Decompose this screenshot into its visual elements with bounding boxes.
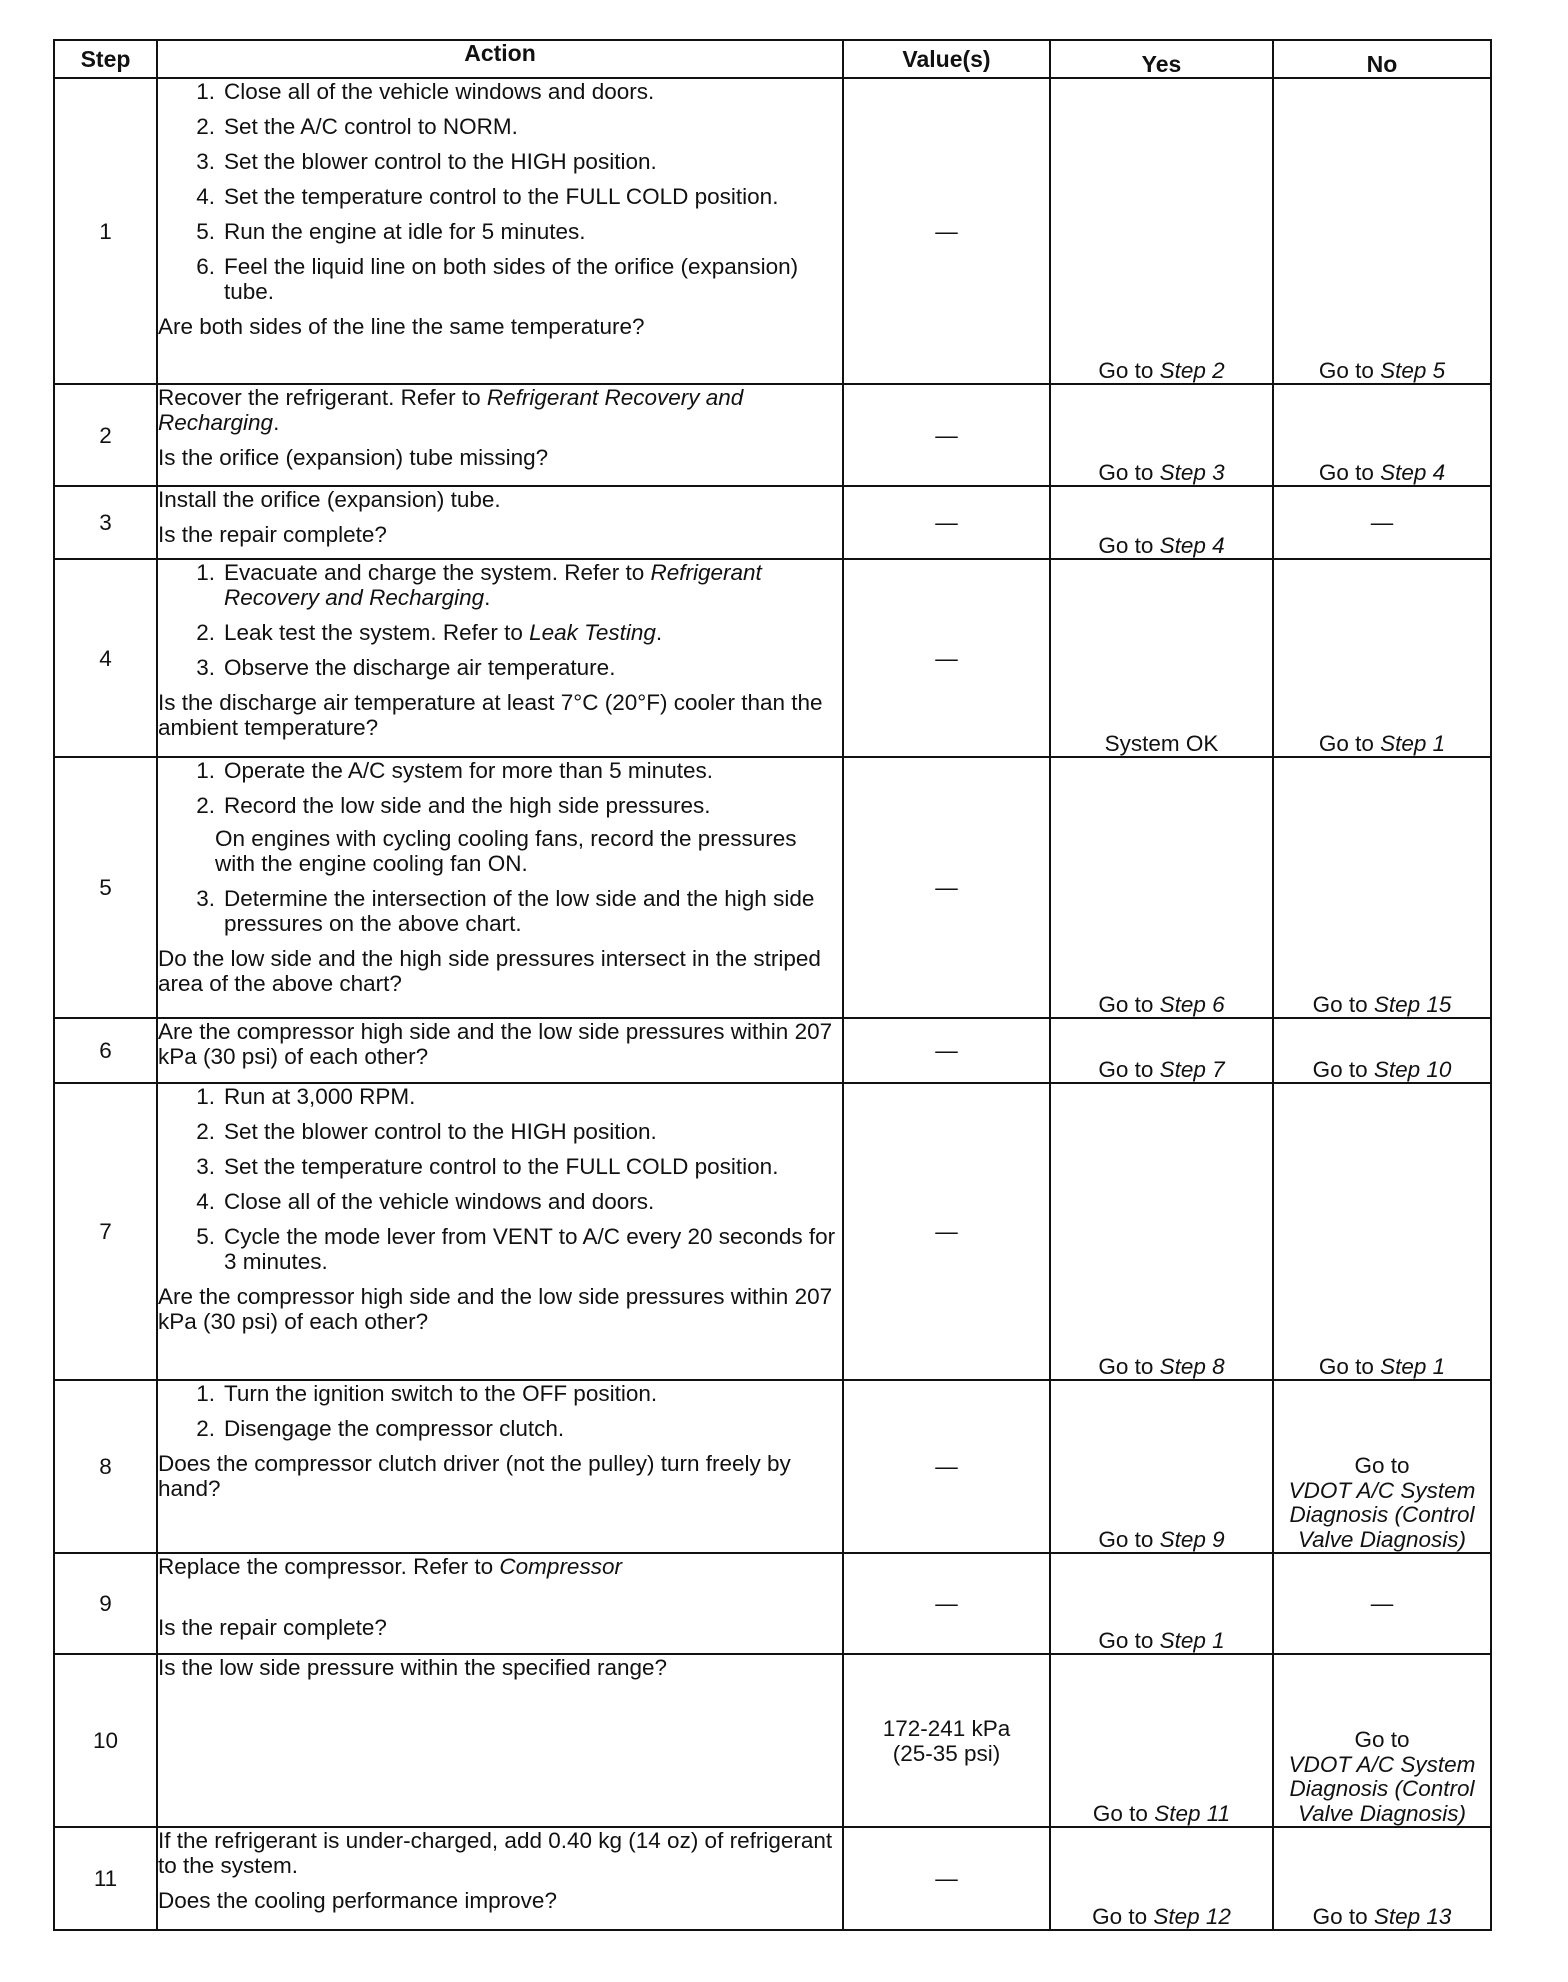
question: Does the compressor clutch driver (not the pulley) turn freely by hand? — [158, 1451, 791, 1501]
action-cell — [157, 1380, 843, 1553]
yes-cell: Go to Step 9 — [1050, 1380, 1273, 1553]
question: Does the cooling performance improve? — [158, 1888, 557, 1913]
step-number: 10 — [54, 1654, 157, 1827]
value-cell: 172-241 kPa (25-35 psi) — [843, 1654, 1050, 1827]
value-cell: — — [843, 1083, 1050, 1380]
table-row — [54, 559, 1491, 757]
question: Is the repair complete? — [158, 522, 387, 547]
no-cell: Go to Step 1 — [1273, 559, 1491, 757]
list-item: 2. Set the A/C control to NORM. — [196, 114, 518, 139]
list-item: 3. Observe the discharge air temperature. — [196, 655, 616, 680]
header-step: Step — [54, 40, 157, 78]
list-item: 3. Determine the intersection of the low side and the high side pressures on the above chart. — [196, 886, 815, 936]
action-cell — [157, 1083, 843, 1380]
list-item: 3. Set the temperature control to the FULL COLD position. — [196, 1154, 779, 1179]
list-item: 2. Leak test the system. Refer to Leak Testing. — [196, 620, 663, 645]
action-cell — [157, 1654, 843, 1827]
value-cell: — — [843, 486, 1050, 559]
no-cell: Go to Step 5 — [1273, 78, 1491, 384]
list-item: 4. Close all of the vehicle windows and doors. — [196, 1189, 655, 1214]
value-cell: — — [843, 1380, 1050, 1553]
list-item: 1. Evacuate and charge the system. Refer to Refrigerant Recovery and Recharging. — [196, 560, 762, 610]
table-row — [54, 1380, 1491, 1553]
question: Are the compressor high side and the low side pressures within 207 kPa (30 psi) of each other? — [158, 1284, 833, 1334]
step-number: 8 — [54, 1380, 157, 1553]
action-cell — [157, 559, 843, 757]
action-cell — [157, 757, 843, 1018]
list-item: 1. Turn the ignition switch to the OFF position. — [196, 1381, 658, 1406]
action-list — [158, 560, 842, 680]
table-row — [54, 757, 1491, 1018]
action-list — [158, 1381, 842, 1441]
value-cell: — — [843, 559, 1050, 757]
yes-cell: Go to Step 2 — [1050, 78, 1273, 384]
value-cell: — — [843, 1018, 1050, 1083]
step-number: 9 — [54, 1553, 157, 1654]
table-row — [54, 1018, 1491, 1083]
value-cell: — — [843, 78, 1050, 384]
value-cell: — — [843, 1827, 1050, 1930]
value-cell: — — [843, 384, 1050, 486]
question: Are the compressor high side and the low side pressures within 207 kPa (30 psi) of each other? — [158, 1019, 833, 1069]
question: Do the low side and the high side pressures intersect in the striped area of the above chart? — [158, 946, 821, 996]
yes-cell: Go to Step 12 — [1050, 1827, 1273, 1930]
step-number: 1 — [54, 78, 157, 384]
no-cell: Go to VDOT A/C System Diagnosis (Control Valve Diagnosis) — [1273, 1380, 1491, 1553]
no-cell: Go to VDOT A/C System Diagnosis (Control Valve Diagnosis) — [1273, 1654, 1491, 1827]
list-item: 6. Feel the liquid line on both sides of the orifice (expansion) tube. — [196, 254, 799, 304]
action-list — [158, 79, 842, 304]
list-item: 1. Run at 3,000 RPM. — [196, 1084, 416, 1109]
step-number: 7 — [54, 1083, 157, 1380]
step-number: 6 — [54, 1018, 157, 1083]
header-no: No — [1273, 40, 1491, 78]
no-cell: Go to Step 1 — [1273, 1083, 1491, 1380]
question: Is the orifice (expansion) tube missing? — [158, 445, 549, 470]
question: Is the low side pressure within the specified range? — [158, 1655, 668, 1680]
header-action: Action — [157, 40, 843, 78]
no-cell: Go to Step 10 — [1273, 1018, 1491, 1083]
list-item: 5. Cycle the mode lever from VENT to A/C every 20 seconds for 3 minutes. — [196, 1224, 836, 1274]
yes-cell: Go to Step 6 — [1050, 757, 1273, 1018]
list-item: 2. Set the blower control to the HIGH position. — [196, 1119, 657, 1144]
step-number: 2 — [54, 384, 157, 486]
list-item: 4. Set the temperature control to the FULL COLD position. — [196, 184, 779, 209]
list-item: 1. Close all of the vehicle windows and doors. — [196, 79, 655, 104]
no-cell: Go to Step 4 — [1273, 384, 1491, 486]
question: Are both sides of the line the same temperature? — [158, 314, 645, 339]
action-list — [158, 886, 842, 936]
action-cell — [157, 1827, 843, 1930]
step-number: 4 — [54, 559, 157, 757]
step-number: 11 — [54, 1827, 157, 1930]
action-cell — [157, 1018, 843, 1083]
list-item: 3. Set the blower control to the HIGH position. — [196, 149, 657, 174]
table-row — [54, 1553, 1491, 1654]
no-cell: Go to Step 15 — [1273, 757, 1491, 1018]
action-text: Install the orifice (expansion) tube. — [158, 487, 501, 512]
action-text: Replace the compressor. Refer to Compressor — [158, 1554, 622, 1579]
step-number: 5 — [54, 757, 157, 1018]
header-yes: Yes — [1050, 40, 1273, 78]
action-cell — [157, 1553, 843, 1654]
table-row — [54, 486, 1491, 559]
list-item: 2. Disengage the compressor clutch. — [196, 1416, 565, 1441]
value-cell: — — [843, 1553, 1050, 1654]
list-item: 2. Record the low side and the high side pressures. — [196, 793, 711, 818]
action-text: If the refrigerant is under-charged, add 0.40 kg (14 oz) of refrigerant to the system. — [158, 1828, 833, 1878]
yes-cell: System OK — [1050, 559, 1273, 757]
table-row — [54, 1827, 1491, 1930]
list-item: 5. Run the engine at idle for 5 minutes. — [196, 219, 586, 244]
table-row — [54, 1083, 1491, 1380]
yes-cell: Go to Step 4 — [1050, 486, 1273, 559]
yes-cell: Go to Step 3 — [1050, 384, 1273, 486]
question: Is the repair complete? — [158, 1615, 387, 1640]
action-text: Recover the refrigerant. Refer to Refrigerant Recovery and Recharging. — [158, 385, 744, 435]
question: Is the discharge air temperature at least 7°C (20°F) cooler than the ambient temperature? — [158, 690, 823, 740]
no-cell: — — [1273, 486, 1491, 559]
action-list — [158, 758, 842, 818]
action-list — [158, 1084, 842, 1274]
table-row — [54, 78, 1491, 384]
action-cell — [157, 384, 843, 486]
table-row — [54, 384, 1491, 486]
action-cell — [157, 486, 843, 559]
value-cell: — — [843, 757, 1050, 1018]
no-cell: — — [1273, 1553, 1491, 1654]
diagnostic-table — [53, 39, 1492, 1931]
yes-cell: Go to Step 7 — [1050, 1018, 1273, 1083]
list-item: 1. Operate the A/C system for more than 5 minutes. — [196, 758, 713, 783]
header-values: Value(s) — [843, 40, 1050, 78]
yes-cell: Go to Step 8 — [1050, 1083, 1273, 1380]
no-cell: Go to Step 13 — [1273, 1827, 1491, 1930]
table-row — [54, 1654, 1491, 1827]
step-note: On engines with cycling cooling fans, record the pressures with the engine cooling fan ON. — [215, 826, 797, 876]
step-number: 3 — [54, 486, 157, 559]
yes-cell: Go to Step 1 — [1050, 1553, 1273, 1654]
yes-cell: Go to Step 11 — [1050, 1654, 1273, 1827]
action-cell — [157, 78, 843, 384]
header-row — [54, 40, 1491, 78]
